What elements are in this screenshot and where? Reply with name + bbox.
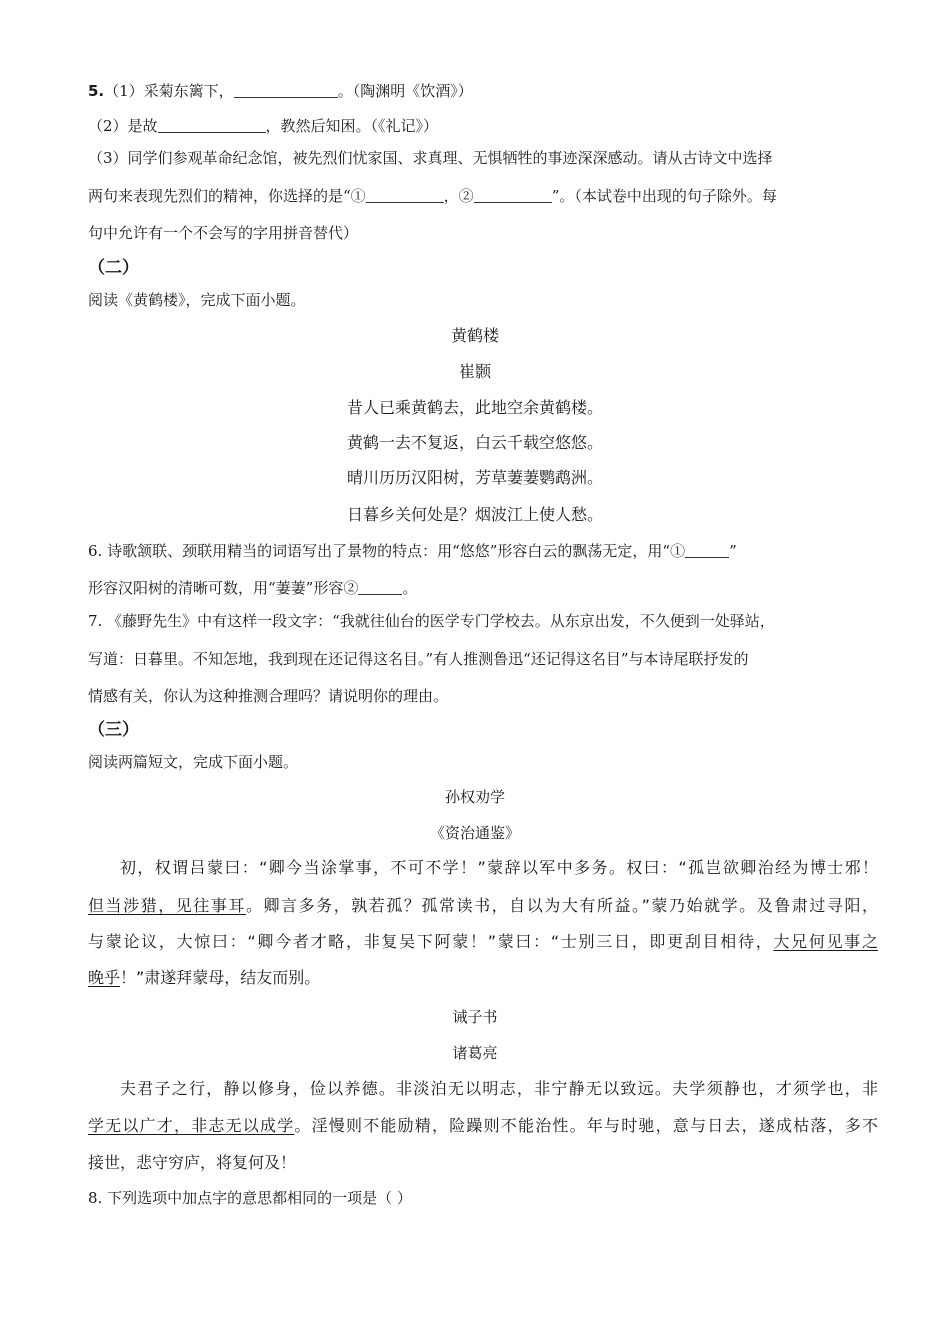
underlined-sentence: 学无以广才，非志无以成学 bbox=[88, 1116, 295, 1135]
text2-line3: 接世，悲守穷庐，将复何及！ bbox=[88, 1153, 297, 1172]
section-intro: 阅读两篇短文，完成下面小题。 bbox=[88, 753, 299, 771]
underlined-sentence: 晚乎 bbox=[88, 968, 121, 987]
q7-line1: 7. 《藤野先生》中有这样一段文字：“我就往仙台的医学专门学校去。从东京出发，不久便到一处驿站， bbox=[88, 612, 775, 630]
q6-line1: 6. 诗歌颔联、颈联用精当的词语写出了景物的特点：用“悠悠”形容白云的飘荡无定，用“① ” bbox=[88, 542, 737, 560]
q8-line: 8. 下列选项中加点字的意思都相同的一项是（ ） bbox=[88, 1189, 412, 1207]
poem-line: 昔人已乘黄鹤去，此地空余黄鹤楼。 bbox=[346, 398, 603, 417]
answer-blank[interactable] bbox=[685, 543, 729, 558]
q5-part3-line1: （3）同学们参观革命纪念馆，被先烈们忧家国、求真理、无惧牺牲的事迹深深感动。请从古诗文中选择 bbox=[88, 149, 773, 167]
poem-title: 黄鹤楼 bbox=[450, 326, 499, 345]
section-heading: （三） bbox=[88, 720, 139, 740]
text2-line2: 学无以广才，非志无以成学。淫慢则不能励精，险躁则不能治性。年与时驰，意与日去，遂成枯落，多不 bbox=[88, 1116, 878, 1135]
text1-source: 《资治通鉴》 bbox=[429, 824, 520, 842]
q5-part2: （2）是故 ，教然后知困。（《礼记》） bbox=[88, 117, 439, 135]
q7-line3: 情感有关，你认为这种推测合理吗？请说明你的理由。 bbox=[88, 687, 449, 705]
answer-blank[interactable] bbox=[366, 188, 444, 203]
answer-blank[interactable] bbox=[234, 83, 338, 98]
text2-title: 诫子书 bbox=[452, 1008, 498, 1026]
q5-number: 5. bbox=[88, 82, 105, 100]
answer-blank[interactable] bbox=[358, 580, 402, 595]
underlined-sentence: 但当涉猎，见往事耳 bbox=[88, 896, 246, 915]
poem-line: 黄鹤一去不复返，白云千载空悠悠。 bbox=[346, 433, 603, 452]
text1-line1: 初，权谓吕蒙曰：“卿今当涂掌事，不可不学！”蒙辞以军中多务。权曰：“孤岂欲卿治经为博士邪！ bbox=[120, 858, 878, 877]
underlined-sentence: 大兄何见事之 bbox=[773, 932, 878, 951]
q5-part1: 5.（1）采菊东篱下， 。（陶渊明《饮酒》） bbox=[88, 82, 473, 100]
q6-line2: 形容汉阳树的清晰可数，用“萋萋”形容② 。 bbox=[88, 579, 418, 597]
text1-line2: 但当涉猎，见往事耳。卿言多务，孰若孤？孤常读书，自以为大有所益。”蒙乃始就学。及鲁肃过寻阳， bbox=[88, 896, 878, 915]
text2-line1: 夫君子之行，静以修身，俭以养德。非淡泊无以明志，非宁静无以致远。夫学须静也，才须学也，非 bbox=[120, 1079, 878, 1098]
text1-line4: 晚乎！”肃遂拜蒙母，结友而别。 bbox=[88, 968, 321, 987]
q7-line2: 写道：日暮里。不知怎地，我到现在还记得这名目。”有人推测鲁迅“还记得这名目”与本诗尾联抒发的 bbox=[88, 650, 749, 668]
poem-line: 日暮乡关何处是？烟波江上使人愁。 bbox=[346, 505, 603, 524]
q5-part3-line3: 句中允许有一个不会写的字用拼音替代） bbox=[88, 224, 359, 242]
text1-title: 孙权劝学 bbox=[444, 788, 505, 806]
poem-author: 崔颢 bbox=[458, 362, 491, 381]
text2-author: 诸葛亮 bbox=[452, 1044, 498, 1062]
text1-line3: 与蒙论议，大惊曰：“卿今者才略，非复吴下阿蒙！”蒙曰：“士别三日，即更刮目相待，大兄何见事之 bbox=[88, 932, 878, 951]
poem-line: 晴川历历汉阳树，芳草萋萋鹦鹉洲。 bbox=[346, 468, 603, 487]
answer-blank[interactable] bbox=[474, 188, 552, 203]
section-heading: （二） bbox=[88, 258, 139, 278]
q5-part3-line2: 两句来表现先烈们的精神，你选择的是“① ，② ”。（本试卷中出现的句子除外。每 bbox=[88, 187, 777, 205]
answer-blank[interactable] bbox=[158, 118, 266, 133]
section-intro: 阅读《黄鹤楼》，完成下面小题。 bbox=[88, 291, 306, 309]
